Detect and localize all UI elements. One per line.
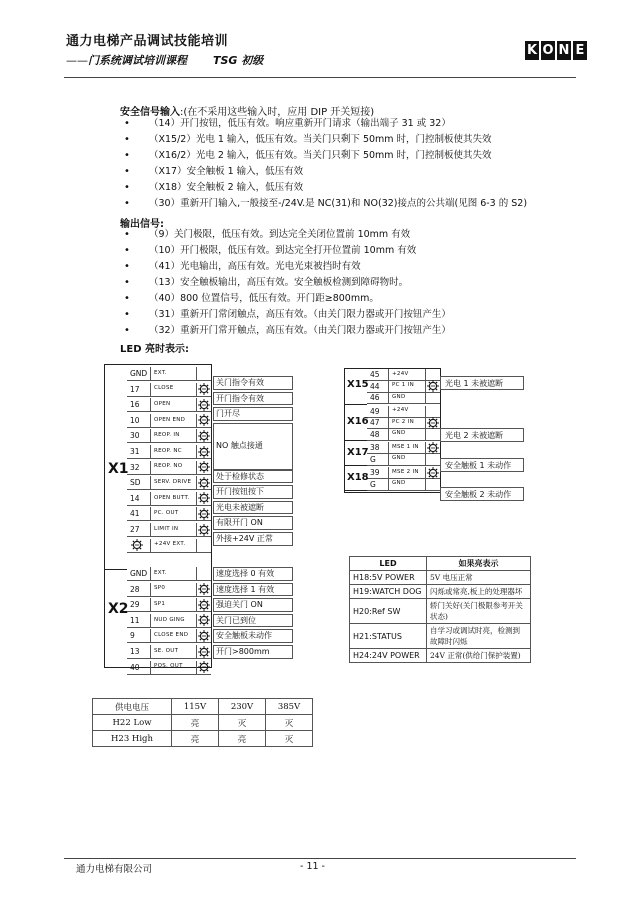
connector-pin-row [367, 392, 440, 404]
connector-divider [345, 440, 367, 441]
led-icon [197, 430, 211, 442]
led-description: 开门指令有效 [213, 392, 293, 406]
pin-name: SERV. DRIVE [151, 476, 197, 489]
power-supply-table [92, 698, 313, 747]
led-icon [197, 568, 211, 580]
led-icon [426, 467, 440, 479]
connector-pin-row [127, 614, 211, 628]
table-row [350, 624, 531, 649]
connector-pin-row [127, 583, 211, 597]
pin-number: 29 [127, 598, 151, 611]
pin-name: LIMIT IN [151, 523, 197, 536]
page-number: - 11 - [300, 861, 325, 872]
led-icon [197, 661, 211, 673]
connector-pin-row [127, 383, 211, 397]
led-meaning-cell: 24V 正常(供给门保护装置) [427, 649, 531, 663]
connector-pin-row [127, 629, 211, 643]
list-item: • （13）安全触板输出，高压有效。安全触板检测到障碍物时。 [120, 275, 451, 291]
connector-divider [345, 465, 367, 466]
logo-letter: E [573, 41, 587, 60]
kone-logo [525, 41, 587, 60]
list-item: • （41）光电输出，高压有效。光电光束被挡时有效 [120, 259, 451, 275]
course-name: 门系统调试培训课程 [88, 54, 187, 67]
led-name-cell: H24:24V POWER [350, 649, 427, 663]
pin-name: PC. OUT [151, 507, 197, 520]
connector-pin-row [127, 523, 211, 537]
table-header: 如果亮表示 [427, 557, 531, 571]
table-cell: H23 High [93, 731, 172, 747]
led-icon [426, 428, 440, 440]
connector-pin-row [127, 598, 211, 612]
table-cell: 供电电压 [93, 699, 172, 715]
list-item: • （X15/2）光电 1 输入，低压有效。当关门只剩下 50mm 时，门控制板使其失效 [120, 132, 527, 148]
pin-name: PC 2 IN [389, 417, 426, 428]
list-item: • （9）关门极限，低压有效。到达完全关闭位置前 10mm 有效 [120, 227, 451, 243]
table-cell: 灭 [266, 731, 313, 747]
no-contact-note: NO 触点接通 [213, 423, 293, 470]
list-item: • （30）重新开门输入,一般接至-/24V.是 NC(31)和 NO(32)接点的公共端(见图 6-3 的 S2) [120, 196, 527, 212]
led-description: 速度选择 1 有效 [213, 583, 293, 597]
led-icon [130, 539, 144, 551]
led-icon [197, 630, 211, 642]
led-name-cell: H19:WATCH DOG [350, 585, 427, 599]
connector-label: X18 [347, 471, 369, 483]
list-item: • （40）800 位置信号，低压有效。开门距≥800mm。 [120, 291, 451, 307]
led-description: 外接+24V 正常 [213, 532, 293, 546]
pin-number: 45 [367, 369, 389, 380]
table-cell: 亮 [172, 731, 219, 747]
led-name-cell: H18:5V POWER [350, 571, 427, 585]
document-subtitle [66, 52, 263, 68]
x1-label: X1 [108, 461, 129, 477]
connector-pin-row [127, 398, 211, 412]
pin-number: GND [127, 567, 151, 580]
footer-company: 通力电梯有限公司 [76, 864, 153, 875]
led-icon [197, 508, 211, 520]
outputs-list [120, 227, 451, 339]
pin-name: MSE 2 IN [389, 467, 426, 478]
led-meaning-cell: 闪烁或常亮,板上的处理器坏 [427, 585, 531, 599]
connector-label: X17 [347, 446, 369, 458]
connector-pin-row [367, 454, 440, 466]
table-cell: 115V [172, 699, 219, 715]
pin-name: SE. OUT [151, 645, 197, 658]
led-icon [197, 399, 211, 411]
connector-pin-row [127, 539, 211, 553]
led-icon [197, 492, 211, 504]
led-description: 安全触板未动作 [213, 629, 293, 643]
x1-x2-connector [104, 364, 212, 672]
led-name-cell: H21:STATUS [350, 624, 427, 649]
table-row [350, 571, 531, 585]
pin-name: POS. OUT [151, 661, 197, 674]
header-divider [64, 77, 576, 78]
connector-divider [345, 404, 367, 405]
led-description: 安全触板 1 未动作 [440, 458, 524, 472]
led-icon [197, 414, 211, 426]
pin-name: +24V EXT. [151, 539, 197, 552]
led-icon [426, 380, 440, 392]
connector-pin-row [127, 367, 211, 381]
led-description: 开门>800mm [213, 645, 293, 659]
led-icon [426, 478, 440, 490]
led-icon [426, 369, 440, 381]
safety-inputs-list [120, 116, 527, 212]
pin-name: CLOSE [151, 383, 197, 396]
x2-label: X2 [108, 601, 129, 617]
pin-number: GND [127, 367, 151, 380]
pin-number: 30 [127, 429, 151, 442]
table-row [93, 715, 313, 731]
pin-number: 10 [127, 414, 151, 427]
pin-number: 49 [367, 406, 389, 417]
led-icon [197, 446, 211, 458]
pin-number: 13 [127, 645, 151, 658]
pin-name: REOP. NC [151, 445, 197, 458]
table-cell: 灭 [219, 715, 266, 731]
list-item: • （31）重新开门常闭触点，高压有效。（由关门限力器或开门按钮产生） [120, 307, 451, 323]
course-level: TSG 初级 [213, 54, 264, 67]
pin-name: REOP. IN [151, 429, 197, 442]
connector-pin-row [127, 461, 211, 475]
list-item: • （X18）安全触板 2 输入，低压有效 [120, 180, 527, 196]
led-icon [197, 461, 211, 473]
connector-pin-row [127, 507, 211, 521]
pin-number: 31 [127, 445, 151, 458]
pin-name: +24V [389, 406, 426, 417]
led-description: 光电未被遮断 [213, 501, 293, 515]
pin-number: 39 [367, 467, 389, 478]
led-icon [426, 453, 440, 465]
led-meaning-cell: 自学习或调试时亮，检测到故障时闪烁 [427, 624, 531, 649]
pin-number: 14 [127, 492, 151, 505]
table-cell: 灭 [266, 715, 313, 731]
pin-name: EXT. [151, 367, 197, 380]
led-description: 光电 1 未被遮断 [440, 376, 524, 390]
table-cell: 亮 [219, 731, 266, 747]
safety-inputs-note: :(在不采用这些输入时，应用 DIP 开关短接) [180, 107, 375, 118]
document-title: 通力电梯产品调试技能培训 [66, 34, 229, 49]
pin-number: 32 [127, 461, 151, 474]
pin-number: 47 [367, 417, 389, 428]
table-cell: 230V [219, 699, 266, 715]
connector-pin-row [127, 414, 211, 428]
connector-pin-row [367, 429, 440, 441]
led-name-cell: H20:Ref SW [350, 599, 427, 624]
led-icon [197, 599, 211, 611]
connector-pin-row [127, 429, 211, 443]
led-meaning-table [349, 556, 531, 663]
table-row [93, 699, 313, 715]
pin-number: G [367, 479, 389, 490]
outputs-title: 输出信号: [120, 219, 164, 230]
subtitle-dash: —— [66, 54, 88, 67]
logo-letter: O [542, 43, 554, 58]
pin-name: SP1 [151, 598, 197, 611]
led-description: 开门按钮按下 [213, 485, 293, 499]
connector-pin-row [367, 479, 440, 491]
pin-number: G [367, 454, 389, 465]
connector-pin-row [127, 661, 211, 675]
pin-name: SP0 [151, 583, 197, 596]
led-section-title: LED 亮时表示: [120, 344, 189, 355]
led-icon [197, 368, 211, 380]
pin-number: 11 [127, 614, 151, 627]
led-description: 强迫关门 ON [213, 598, 293, 612]
list-item: • （X16/2）光电 2 输入，低压有效。当关门只剩下 50mm 时，门控制板使其失效 [120, 148, 527, 164]
led-icon [197, 539, 211, 551]
led-description: 关门指令有效 [213, 376, 293, 390]
pin-number: 46 [367, 392, 389, 403]
table-cell: 亮 [172, 715, 219, 731]
pin-name: NUD GING [151, 614, 197, 627]
led-meaning-cell: 5V 电压正常 [427, 571, 531, 585]
led-icon [197, 524, 211, 536]
pin-number: 17 [127, 383, 151, 396]
table-row [350, 585, 531, 599]
connector-pin-row [127, 645, 211, 659]
pin-number: 28 [127, 583, 151, 596]
pin-name: OPEN BUTT. [151, 492, 197, 505]
led-icon [426, 405, 440, 417]
pin-name: OPEN END [151, 414, 197, 427]
list-item: • （10）开门极限，低压有效。到达完全打开位置前 10mm 有效 [120, 243, 451, 259]
list-item: • （14）开门按钮，低压有效。响应重新开门请求（输出端子 31 或 32） [120, 116, 527, 132]
led-description: 安全触板 2 未动作 [440, 487, 524, 501]
pin-name: GND [389, 392, 426, 403]
connector-pin-row [127, 567, 211, 581]
pin-name: OPEN [151, 398, 197, 411]
led-description: 光电 2 未被遮断 [440, 428, 524, 442]
pin-name: EXT. [151, 567, 197, 580]
pin-number: 41 [127, 507, 151, 520]
pin-number: 40 [127, 661, 151, 674]
led-description: 门开尽 [213, 407, 293, 421]
pin-number: 27 [127, 523, 151, 536]
pin-number: 38 [367, 442, 389, 453]
pin-number [127, 539, 151, 552]
table-header: LED [350, 557, 427, 571]
pin-number: 48 [367, 429, 389, 440]
pin-name: GND [389, 479, 426, 490]
connector-pin-row [127, 445, 211, 459]
table-cell: H22 Low [93, 715, 172, 731]
connector-label: X15 [347, 379, 369, 391]
pin-name: REOP. NO [151, 461, 197, 474]
connector-label: X16 [347, 415, 369, 427]
led-description: 处于检修状态 [213, 470, 293, 484]
led-icon [197, 583, 211, 595]
led-description: 速度选择 0 有效 [213, 567, 293, 581]
footer-divider [64, 858, 576, 859]
logo-letter: K [526, 43, 538, 58]
led-icon [197, 477, 211, 489]
safety-inputs-heading: 安全信号输入 [120, 107, 180, 118]
connector-divider [345, 490, 367, 491]
logo-letter: N [558, 43, 570, 58]
led-icon [426, 392, 440, 404]
led-icon [197, 614, 211, 626]
led-description: 关门已到位 [213, 614, 293, 628]
led-icon [426, 442, 440, 454]
list-item: • （32）重新开门常开触点，高压有效。（由关门限力器或开门按钮产生） [120, 323, 451, 339]
pin-name: +24V [389, 369, 426, 380]
pin-number: 9 [127, 629, 151, 642]
pin-name: CLOSE END [151, 629, 197, 642]
pin-name: MSE 1 IN [389, 442, 426, 453]
table-row [93, 731, 313, 747]
table-row [350, 649, 531, 663]
led-meaning-cell: 轿门关好(关门极限参考开关状态) [427, 599, 531, 624]
x15-x18-connector [344, 368, 441, 493]
pin-name: PC 1 IN [389, 381, 426, 392]
pin-number: 16 [127, 398, 151, 411]
led-icon [197, 646, 211, 658]
connector-pin-row [127, 476, 211, 490]
led-icon [426, 417, 440, 429]
pin-number: SD [127, 476, 151, 489]
pin-name: GND [389, 429, 426, 440]
led-icon [197, 383, 211, 395]
table-row [350, 599, 531, 624]
led-description: 有限开门 ON [213, 516, 293, 530]
table-cell: 385V [266, 699, 313, 715]
connector-pin-row [127, 492, 211, 506]
pin-name: GND [389, 454, 426, 465]
list-item: • （X17）安全触板 1 输入，低压有效 [120, 164, 527, 180]
connector-divider [105, 569, 127, 570]
pin-number: 44 [367, 381, 389, 392]
